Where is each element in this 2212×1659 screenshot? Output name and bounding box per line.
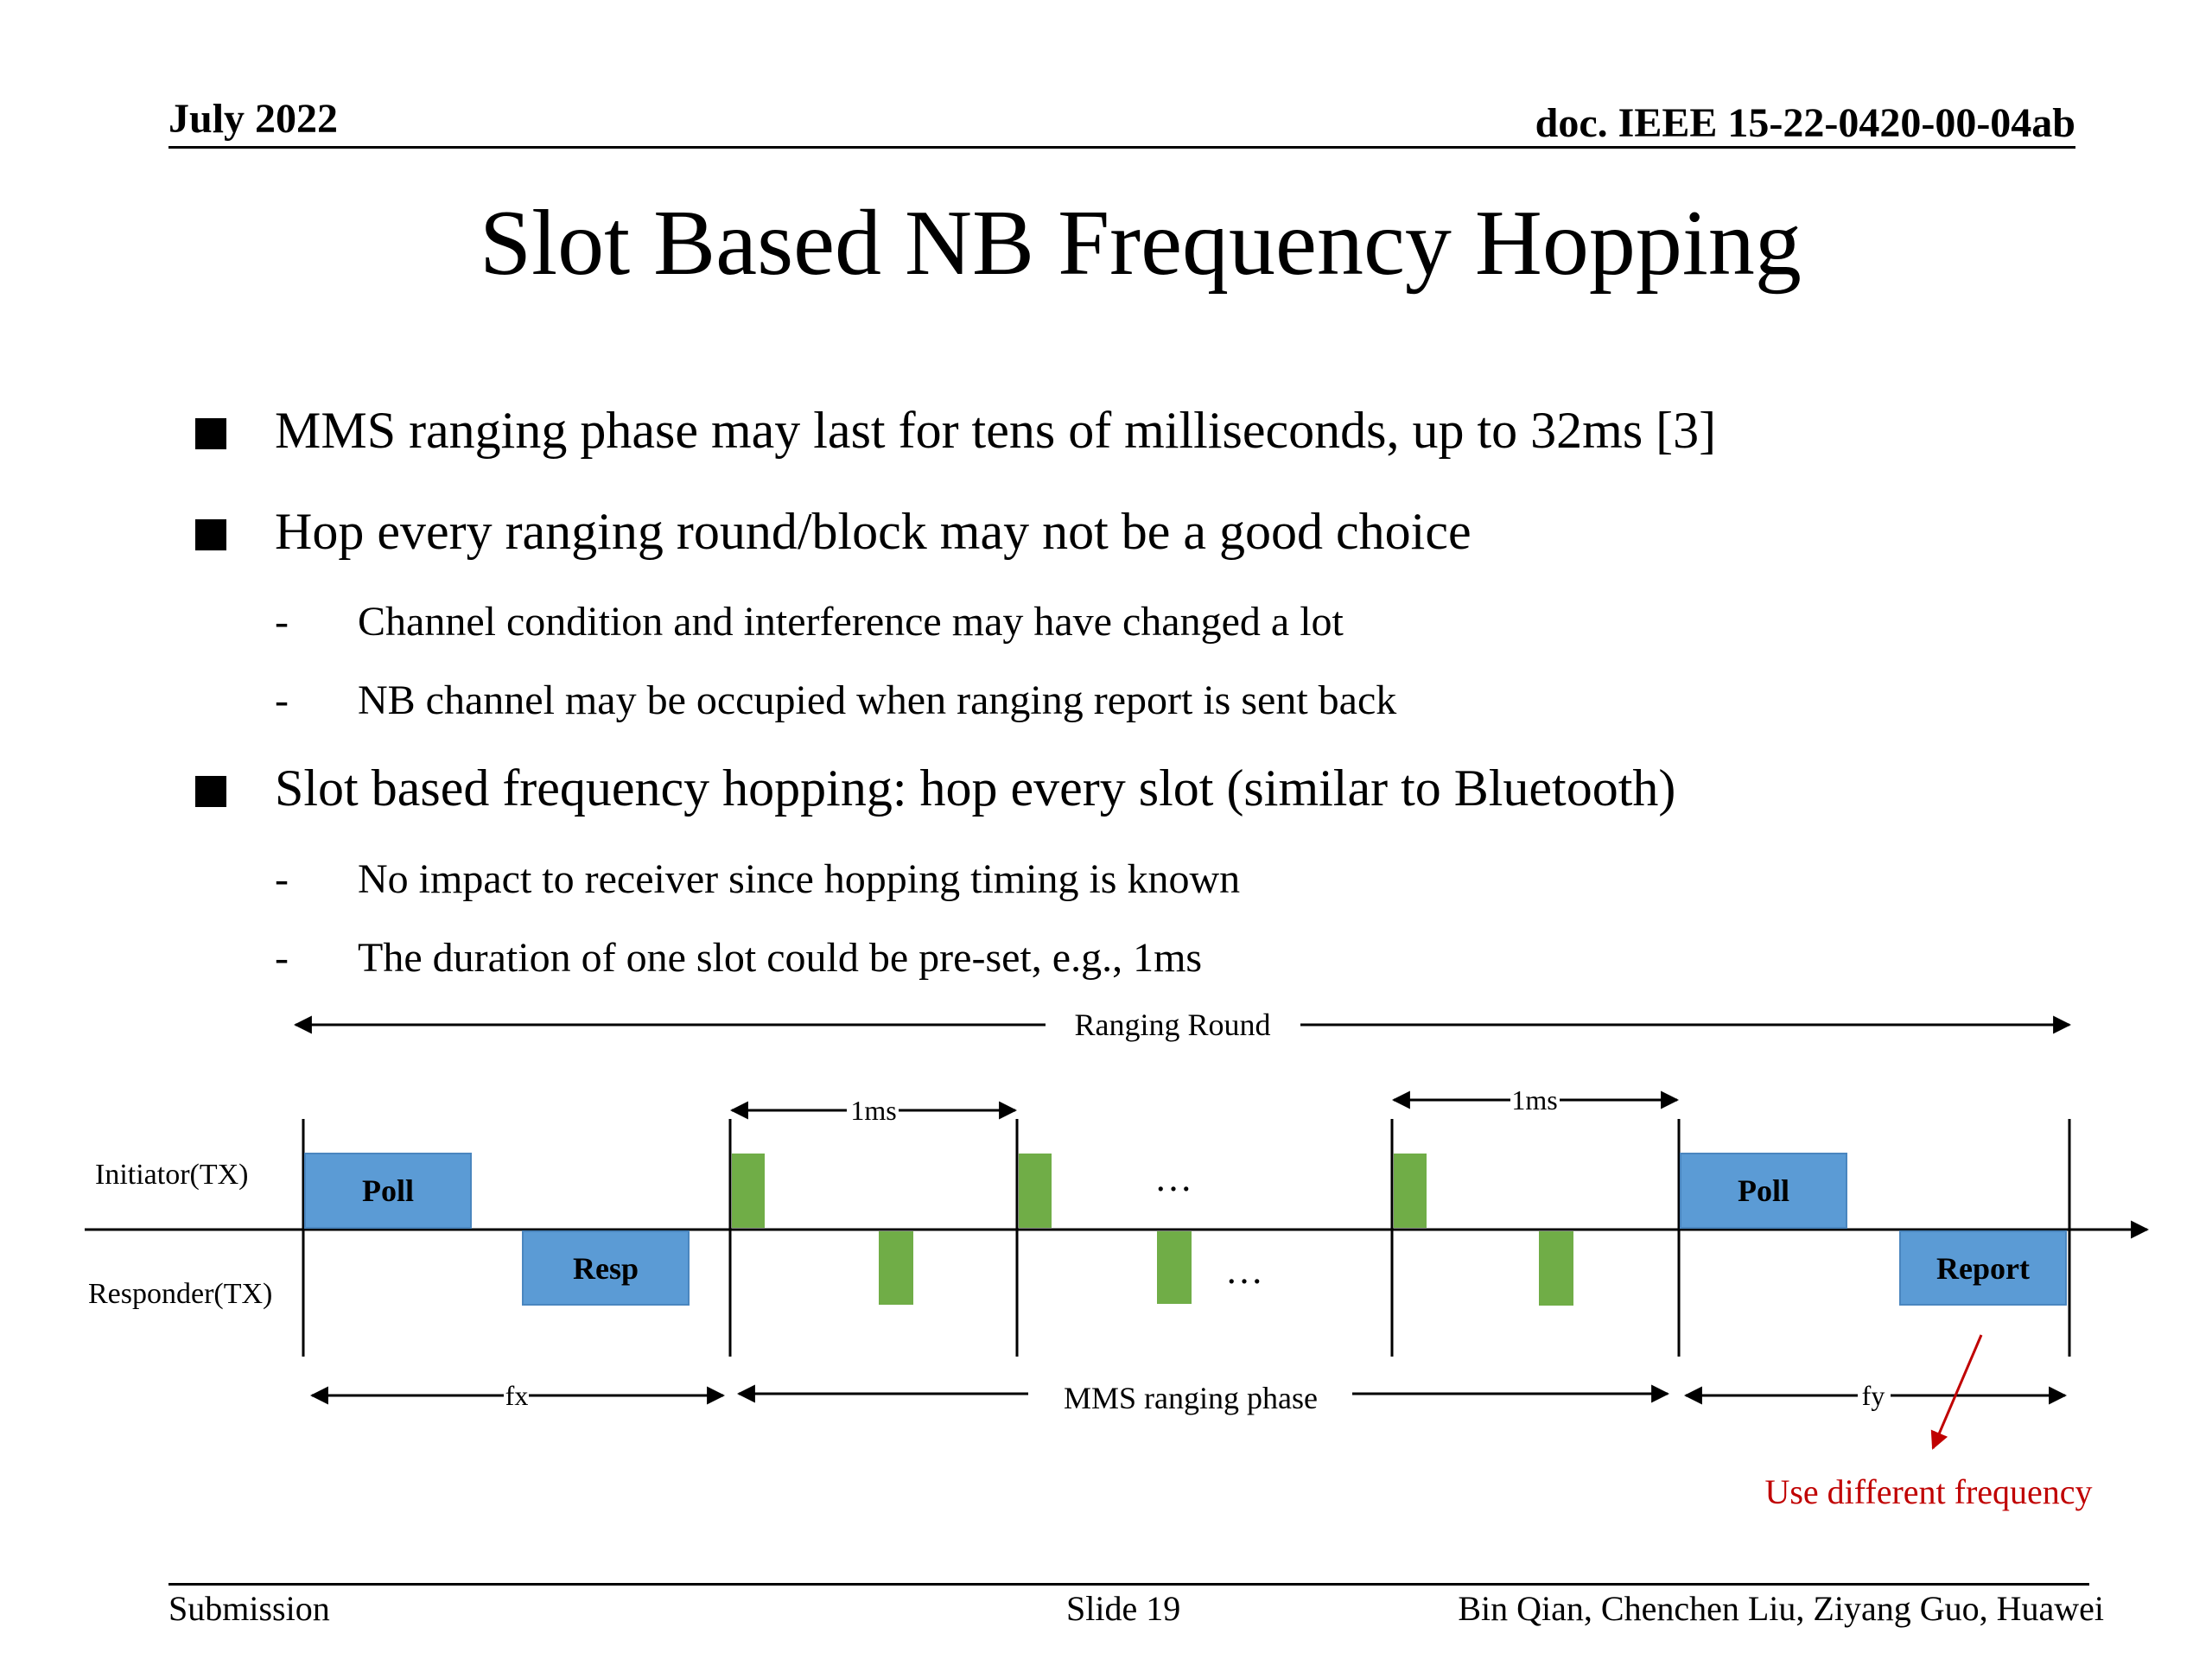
footer-slide-number: Slide 19 — [1066, 1589, 1181, 1628]
dash-icon: - — [275, 856, 289, 902]
initiator-slot — [732, 1154, 765, 1228]
bullet-3: Slot based frequency hopping: hop every slot (similar to Bluetooth) — [275, 760, 1676, 817]
fy-label: fy — [1861, 1380, 1885, 1411]
poll-label: Poll — [362, 1173, 414, 1208]
bullet-3-sub-1: No impact to receiver since hopping timing is known — [358, 856, 1241, 902]
fx-label: fx — [505, 1380, 529, 1411]
slot-duration-label: 1ms — [850, 1095, 897, 1126]
initiator-slot — [1394, 1154, 1427, 1228]
responder-slot — [1539, 1231, 1573, 1306]
bullet-2: Hop every ranging round/block may not be a good choice — [275, 503, 1471, 560]
slot-duration-label: 1ms — [1511, 1084, 1558, 1116]
resp-label: Resp — [572, 1251, 639, 1286]
annotation-text: Use different frequency — [1764, 1472, 2093, 1511]
dash-icon: - — [275, 935, 289, 981]
bullet-1: MMS ranging phase may last for tens of milliseconds, up to 32ms [3] — [275, 402, 1717, 459]
responder-slot — [879, 1231, 913, 1305]
bullet-2-sub-2: NB channel may be occupied when ranging report is sent back — [358, 677, 1397, 723]
initiator-ellipsis: … — [1154, 1157, 1192, 1199]
bullet-3-sub-2: The duration of one slot could be pre-set, e.g., 1ms — [358, 935, 1203, 981]
header-date: July 2022 — [168, 96, 339, 142]
responder-ellipsis: … — [1225, 1249, 1263, 1292]
responder-slot — [1157, 1231, 1192, 1304]
report-label: Report — [1936, 1251, 2030, 1286]
poll-label: Poll — [1738, 1173, 1789, 1208]
slide-title: Slot Based NB Frequency Hopping — [480, 192, 1802, 295]
annotation-arrow — [1933, 1335, 1981, 1448]
mms-phase-label: MMS ranging phase — [1064, 1381, 1318, 1415]
responder-label: Responder(TX) — [88, 1278, 273, 1310]
footer-rule — [168, 1583, 2089, 1586]
ranging-round-label: Ranging Round — [1074, 1007, 1271, 1042]
dash-icon: - — [275, 677, 289, 723]
footer-authors: Bin Qian, Chenchen Liu, Ziyang Guo, Huawei — [1458, 1589, 2104, 1628]
footer-left: Submission — [168, 1589, 330, 1628]
header-doc-id: doc. IEEE 15-22-0420-00-04ab — [1535, 100, 2075, 146]
bullet-2-sub-1: Channel condition and interference may have changed a lot — [358, 599, 1344, 645]
initiator-label: Initiator(TX) — [95, 1159, 249, 1191]
dash-icon: - — [275, 599, 289, 645]
initiator-slot — [1019, 1154, 1052, 1228]
